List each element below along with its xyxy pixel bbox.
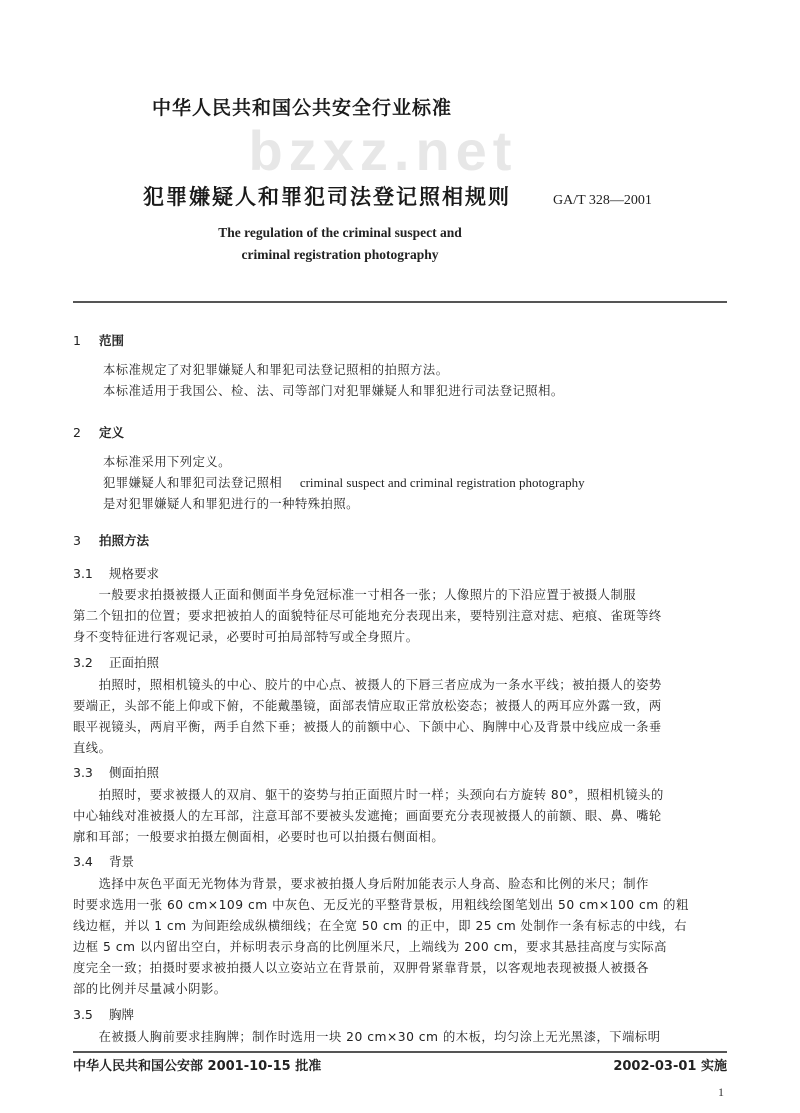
standard-code: GA/T 328—2001	[553, 193, 652, 208]
term-english: criminal suspect and criminal registration photography	[299, 475, 585, 490]
page-number: 1	[718, 1085, 724, 1099]
section-2-heading	[73, 424, 124, 442]
paragraph-line: 拍照时，照相机镜头的中心、胶片的中心点、被摄人的下唇三者应成为一条水平线；被拍摄人的姿势	[73, 678, 662, 692]
paragraph-line: 眼平视镜头，两肩平衡，两手自然下垂；被摄人的前额中心、下颌中心、胸牌中心及背景中线应成一条垂	[73, 720, 662, 734]
paragraph-line: 线边框，并以 1 cm 为间距绘成纵横细线；在全宽 50 cm 的正中，即 25 cm 处制作一条有标志的中线，右	[73, 919, 688, 933]
paragraph-line: 身不变特征进行客观记录，必要时可拍局部特写或全身照片。	[73, 630, 419, 644]
subsection-3-5-heading	[73, 1006, 134, 1024]
english-title-line2: criminal registration photography	[241, 247, 439, 262]
subsection-number: 3.4	[73, 854, 93, 869]
term-chinese: 犯罪嫌疑人和罪犯司法登记照相	[103, 476, 283, 490]
section-title: 范围	[99, 333, 125, 348]
document-title: 犯罪嫌疑人和罪犯司法登记照相规则	[143, 185, 511, 209]
subsection-number: 3.1	[73, 566, 93, 581]
subsection-title: 规格要求	[109, 566, 160, 581]
subsection-title: 背景	[109, 854, 135, 869]
english-title-line1: The regulation of the criminal suspect and	[218, 225, 462, 240]
paragraph-line: 时要求选用一张 60 cm×109 cm 中灰色、无反光的平整背景板，用粗线绘图笔划出 50 cm×100 cm 的粗	[73, 898, 689, 912]
paragraph-line: 选择中灰色平面无光物体为背景，要求被拍摄人身后附加能表示人身高、脸态和比例的米尺；制作	[73, 877, 649, 891]
subsection-number: 3.3	[73, 765, 93, 780]
section-title: 拍照方法	[99, 533, 150, 548]
subsection-number: 3.5	[73, 1007, 93, 1022]
subsection-3-1-heading	[73, 565, 159, 583]
paragraph-line: 部的比例并尽量减小阴影。	[73, 982, 227, 996]
paragraph-line: 拍照时，要求被摄人的双肩、躯干的姿势与拍正面照片时一样；头颈向右方旋转 80°，照相机镜头的	[73, 788, 664, 802]
paragraph-line: 一般要求拍摄被摄人正面和侧面半身免冠标准一寸相各一张；人像照片的下沿应置于被摄人制服	[73, 588, 637, 602]
definition-term	[103, 473, 585, 493]
paragraph-line: 度完全一致；拍摄时要求被拍摄人以立姿站立在背景前，双胛骨紧靠背景，以客观地表现被摄人被摄各	[73, 961, 649, 975]
paragraph-line: 边框 5 cm 以内留出空白，并标明表示身高的比例厘米尺，上端线为 200 cm，要求其悬挂高度与实际高	[73, 940, 667, 954]
paragraph-line: 本标准规定了对犯罪嫌疑人和罪犯司法登记照相的拍照方法。	[103, 363, 449, 377]
subsection-title: 胸牌	[109, 1007, 135, 1022]
subsection-3-4-heading	[73, 853, 134, 871]
subsection-title: 侧面拍照	[109, 765, 160, 780]
paragraph-line: 第二个钮扣的位置；要求把被拍人的面貌特征尽可能地充分表现出来，要特别注意对痣、疤痕、雀斑等终	[73, 609, 662, 623]
approval-date: 中华人民共和国公安部 2001-10-15 批准	[73, 1059, 322, 1074]
paragraph-line: 中心轴线对准被摄人的左耳部，注意耳部不要被头发遮掩；画面要充分表现被摄人的前额、眼、鼻、嘴轮	[73, 809, 662, 823]
paragraph-line: 要端正，头部不能上仰或下俯，不能戴墨镜，面部表情应取正常放松姿态；被摄人的两耳应外露一致，两	[73, 699, 662, 713]
standard-category: 中华人民共和国公共安全行业标准	[152, 97, 453, 119]
paragraph-line: 本标准适用于我国公、检、法、司等部门对犯罪嫌疑人和罪犯进行司法登记照相。	[103, 384, 564, 398]
section-1-heading	[73, 332, 124, 350]
watermark: bzxz.net	[248, 122, 518, 180]
section-number: 1	[73, 333, 81, 348]
paragraph-line: 是对犯罪嫌疑人和罪犯进行的一种特殊拍照。	[103, 497, 359, 511]
footer-rule	[73, 1051, 727, 1053]
paragraph-line: 廓和耳部；一般要求拍摄左侧面相，必要时也可以拍摄右侧面相。	[73, 830, 445, 844]
effective-date: 2002-03-01 实施	[613, 1059, 727, 1074]
subsection-title: 正面拍照	[109, 655, 160, 670]
section-number: 3	[73, 533, 81, 548]
paragraph-line: 在被摄人胸前要求挂胸牌；制作时选用一块 20 cm×30 cm 的木板，均匀涂上无光黑漆，下端标明	[73, 1030, 661, 1044]
subsection-number: 3.2	[73, 655, 93, 670]
subsection-3-2-heading	[73, 654, 159, 672]
paragraph-line: 本标准采用下列定义。	[103, 455, 231, 469]
section-number: 2	[73, 425, 81, 440]
header-rule	[73, 301, 727, 303]
section-title: 定义	[99, 425, 125, 440]
paragraph-line: 直线。	[73, 741, 112, 755]
section-3-heading	[73, 532, 149, 550]
subsection-3-3-heading	[73, 764, 159, 782]
